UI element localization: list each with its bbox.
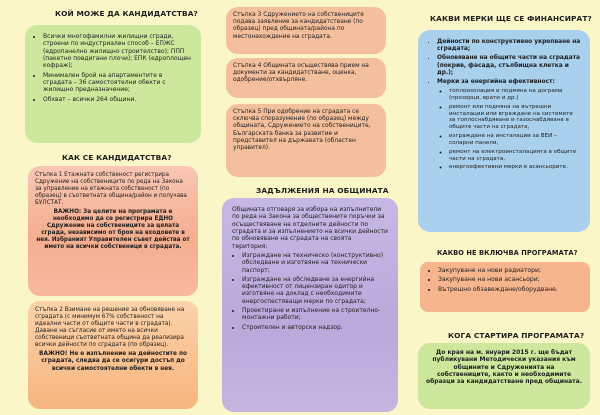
- measures-box: [418, 30, 590, 232]
- municipality-list: [232, 252, 388, 331]
- measures-subitem: ◦ ремонт или подмяна на вътрешни инсталации или вграждане на системите за топлоснабдяване и газоснабдяване в общите части на сградата,: [449, 104, 581, 131]
- measures-subitem: ◦ енергоефективни мерки в асансьорите.: [449, 164, 581, 171]
- start-heading: КОГА СТАРТИРА ПРОГРАМАТА?: [448, 331, 585, 340]
- who-item: • Всички многофамилни жилищни сгради, строени по индустриален способ – ЕПЖС (едропанелно жилищно строителство); ППП (пакетно повдигани плочи); ЕПК (едроплощен кофраж);: [43, 33, 193, 70]
- who-item: • Минимален брой на апартаментите в сградата – 36 самостоятелни обекти с жилищно предназначение;: [43, 72, 193, 94]
- municipality-item: • Изграждане на техническо (конструктивно) обследване и изготвяне на технически паспорт;: [242, 252, 388, 274]
- step4-text: Стъпка 4 Общината осъществява прием на документи за кандидатстване, оценка, одобрение/отхвърляне.: [233, 63, 369, 84]
- step3-text: Стъпка 3 Сдружението на собствениците подава заявление за кандидатстване (по образец) пред общината/района по местонахождение на сградата.: [233, 12, 364, 40]
- how-step2: Стъпка 2 Взимане на решение за обновяване на сградата (с минимум 67% собственост на идеални части от общите части в сградата). Даване на съгласие от името на всички собственици съответната община да реализира всички дейности по сградата (по образец).: [35, 307, 185, 349]
- excluded-box: [420, 262, 590, 312]
- step5-box: [226, 104, 386, 177]
- who-item: • Обхват – всички 264 общини.: [43, 96, 193, 103]
- step4-box: [226, 58, 386, 98]
- how-important1: ВАЖНО: За целите на програмата е необходимо да се регистрира ЕДНО Сдружение на собствениците за цялата сграда, независимо от броя на входовете в нея. Избраният Управителен съвет действа от името на всички собственици в сградата.: [36, 208, 190, 250]
- how-step1: Стъпка 1 Етажната собственост регистрира Сдружение на собствениците по реда на Закона за управление на етажната собственост (по образец) в съответната община/район и получава БУЛСТАТ.: [35, 172, 187, 206]
- excluded-list: [428, 267, 582, 293]
- municipality-intro: Общината отговаря за избора на изпълнители по реда на Закона за обществените поръчки за осъществяване на отделните дейности по сградата и за изпълнението на всички дейности по обновяване на сградата на своята територия:: [232, 206, 388, 250]
- step3-box: [226, 7, 386, 54]
- excluded-item: • Закупуване на нови асансьори;: [438, 276, 582, 283]
- how-heading: КАК СЕ КАНДИДАТСТВА?: [62, 153, 172, 162]
- municipality-item: • Изграждане на обследване за енергийна ефективност от лицензиран одитор и изготвяне на доклад с необходимите енергоспестяващи мерки по сградата;: [242, 276, 388, 305]
- how-important2: ВАЖНО! Не е изпълнение на дейностите по сградата, следва да се осигури достъп до всички самостоятелни обекти в нея.: [39, 351, 187, 372]
- how-box-1: [28, 166, 198, 296]
- measures-item: • Мерки за енергийна ефективност:: [437, 79, 581, 86]
- who-list: [33, 33, 193, 103]
- measures-heading: КАКВИ МЕРКИ ЩЕ СЕ ФИНАНСИРАТ?: [430, 14, 592, 23]
- start-box: [418, 343, 590, 409]
- how-box-2: [28, 301, 198, 409]
- excluded-heading: КАКВО НЕ ВКЛЮЧВА ПРОГРАМАТА?: [437, 249, 578, 257]
- who-heading: КОЙ МОЖЕ ДА КАНДИДАТСТВА?: [55, 9, 198, 18]
- start-text: До края на м. януари 2015 г. ще бъдат публикувани Методически указания към общините и Сдруженията на собствениците, както и необходимите образци за кандидатстване пред общината.: [426, 349, 582, 386]
- measures-subitem: ◦ топлоизолация и подмяна на дограма (прозорци, врати и др.): [449, 88, 581, 102]
- step5-text: Стъпка 5 При одобрение на сградата се сключва споразумение (по образец) между общината, Сдружението на собствениците, Българската банка за развитие и представител на държавата (областен управител).: [233, 109, 371, 152]
- excluded-item: • Закупуване на нови радиатори;: [438, 267, 582, 274]
- municipality-heading: ЗАДЪЛЖЕНИЯ НА ОБЩИНАТА: [256, 186, 389, 195]
- measures-list: [427, 39, 581, 86]
- measures-item: • Обновяване на общите части на сградата (покрив, фасада, стълбищна клетка и др.);: [437, 55, 581, 77]
- municipality-item: • Проектиране и изпълнение на строително-монтажни работи;: [242, 307, 388, 322]
- measures-subitem: ◦ изграждане на инсталации за ВЕИ – соларни панели,: [449, 133, 581, 147]
- measures-item: • Дейности по конструктивно укрепване на сградата;: [437, 39, 581, 53]
- measures-sublist: [427, 88, 581, 171]
- excluded-item: • Вътрешно обзавеждане/оборудване.: [438, 286, 582, 293]
- measures-subitem: ◦ ремонт на електроинсталацията в общите части на сградата,: [449, 149, 581, 163]
- municipality-box: [222, 198, 398, 412]
- municipality-item: • Строителен и авторски надзор.: [242, 324, 388, 331]
- who-box: [25, 25, 201, 143]
